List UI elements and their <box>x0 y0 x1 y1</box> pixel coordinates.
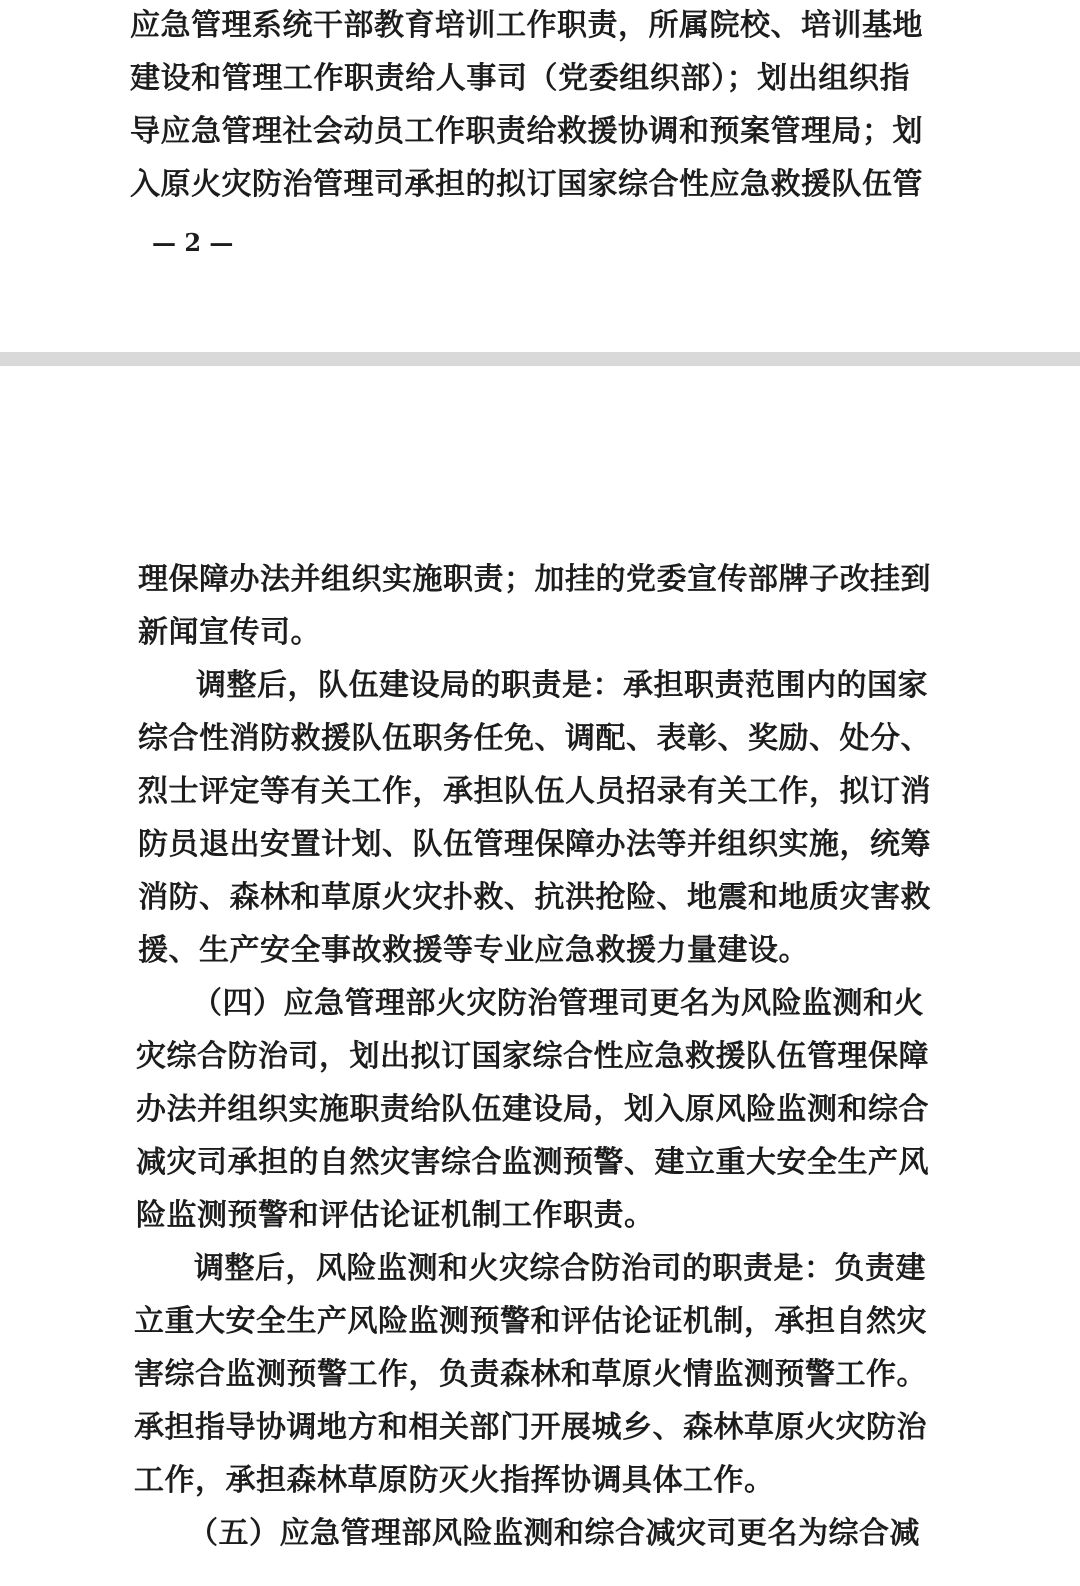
text-line: 烈士评定等有关工作，承担队伍人员招录有关工作，拟订消 <box>138 774 931 809</box>
text-line: 理保障办法并组织实施职责；加挂的党委宣传部牌子改挂到 <box>138 562 931 597</box>
text-line: 入原火灾防治管理司承担的拟订国家综合性应急救援队伍管 <box>130 167 923 202</box>
text-line: 办法并组织实施职责给队伍建设局，划入原风险监测和综合 <box>136 1092 929 1127</box>
text-line: 建设和管理工作职责给人事司（党委组织部）；划出组织指 <box>130 61 910 96</box>
text-line: （五）应急管理部风险监测和综合减灾司更名为综合减 <box>188 1516 920 1551</box>
text-line: 新闻宣传司。 <box>138 615 321 650</box>
page-number: — 2 — <box>152 228 234 257</box>
document-page-top <box>0 0 1080 352</box>
text-line: 险监测预警和评估论证机制工作职责。 <box>136 1198 655 1233</box>
page-separator <box>0 352 1080 366</box>
text-line: 减灾司承担的自然灾害综合监测预警、建立重大安全生产风 <box>136 1145 929 1180</box>
text-line: 应急管理系统干部教育培训工作职责，所属院校、培训基地 <box>130 8 923 43</box>
text-line: 调整后，风险监测和火灾综合防治司的职责是：负责建 <box>194 1251 926 1286</box>
text-line: 工作，承担森林草原防灭火指挥协调具体工作。 <box>134 1463 775 1498</box>
document-page-bottom <box>0 366 1080 1586</box>
text-line: 承担指导协调地方和相关部门开展城乡、森林草原火灾防治 <box>134 1410 927 1445</box>
text-line: 立重大安全生产风险监测预警和评估论证机制，承担自然灾 <box>134 1304 927 1339</box>
text-line: 导应急管理社会动员工作职责给救援协调和预案管理局；划 <box>130 114 923 149</box>
text-line: 防员退出安置计划、队伍管理保障办法等并组织实施，统筹 <box>138 827 931 862</box>
text-line: 综合性消防救援队伍职务任免、调配、表彰、奖励、处分、 <box>138 721 931 756</box>
text-line: 灾综合防治司，划出拟订国家综合性应急救援队伍管理保障 <box>136 1039 929 1074</box>
text-line: （四）应急管理部火灾防治管理司更名为风险监测和火 <box>192 986 924 1021</box>
text-line: 消防、森林和草原火灾扑救、抗洪抢险、地震和地质灾害救 <box>138 880 931 915</box>
text-line: 害综合监测预警工作，负责森林和草原火情监测预警工作。 <box>134 1357 927 1392</box>
text-line: 援、生产安全事故救援等专业应急救援力量建设。 <box>138 933 809 968</box>
text-line: 调整后，队伍建设局的职责是：承担职责范围内的国家 <box>196 668 928 703</box>
